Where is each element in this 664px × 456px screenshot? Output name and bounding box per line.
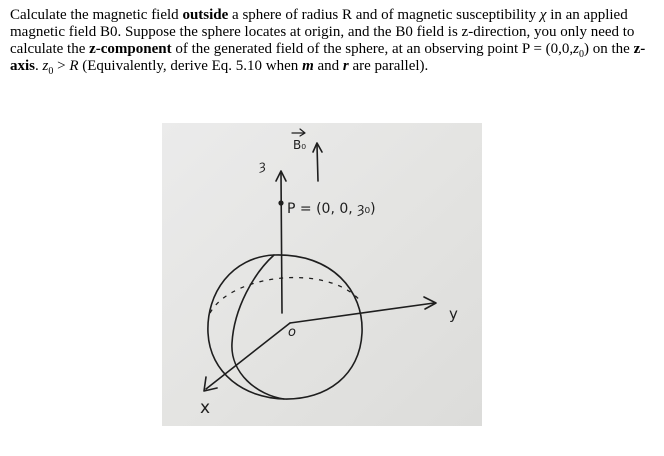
x-axis-label: x xyxy=(200,398,211,418)
text: of the generated field of the sphere, at an observing point P = (0,0, xyxy=(171,41,574,57)
paper-background xyxy=(162,123,482,426)
sphere-sketch xyxy=(162,123,482,426)
chi-symbol: χ xyxy=(539,7,547,23)
text: > xyxy=(53,58,70,74)
text: in an applied magnetic field B0. Suppose the sphere locates at origin, and the B0 field is z-direction, you only need to calculate the xyxy=(10,7,635,57)
m-vector: m xyxy=(302,58,314,74)
text: and xyxy=(313,58,343,74)
bold-z-component: z-component xyxy=(89,41,172,57)
z-axis-label: ȝ xyxy=(259,159,266,174)
point-p xyxy=(278,200,283,205)
text: are parallel). xyxy=(348,58,429,74)
text: ) on the xyxy=(584,41,634,57)
radius-symbol: R xyxy=(69,58,79,74)
z0-subscript: 0 xyxy=(579,49,585,60)
z-axis xyxy=(281,173,282,313)
b0-arrow xyxy=(317,145,318,181)
text: Calculate the magnetic field xyxy=(10,7,183,23)
problem-statement xyxy=(10,7,656,75)
r-vector: r xyxy=(342,58,349,74)
hand-drawn-figure xyxy=(162,123,482,426)
z0-subscript: 0 xyxy=(48,66,54,77)
origin-label: o xyxy=(288,325,296,340)
z0-symbol: z xyxy=(573,41,580,57)
z0-symbol: z xyxy=(42,58,49,74)
text: . xyxy=(35,58,43,74)
bold-z-axis: z-axis xyxy=(10,41,646,74)
b0-label: B₀ xyxy=(293,138,307,152)
text: a sphere of radius R and of magnetic susceptibility xyxy=(228,7,540,23)
y-axis-label: y xyxy=(449,305,458,323)
point-p-label: P = (0, 0, ȝ₀) xyxy=(287,201,376,217)
bold-outside: outside xyxy=(182,7,229,23)
text: (Equivalently, derive Eq. 5.10 when xyxy=(78,58,303,74)
